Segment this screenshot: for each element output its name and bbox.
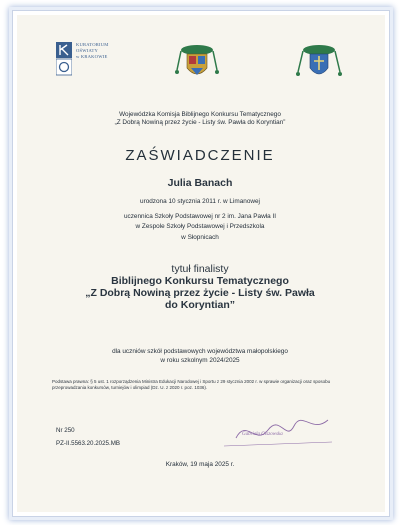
document-reference: PZ-II.5563.20.2025.MB [56, 440, 120, 447]
contest-line-3: do Koryntian” [165, 299, 235, 311]
school-line-3: w Słopnicach [181, 233, 219, 241]
eligibility-text [0, 347, 400, 365]
legal-basis: Podstawa prawna: § 5 ust. 1 rozporządzenia Ministra Edukacji Narodowej i Sportu z 29 stycznia 2002 r. w sprawie organizacji oraz sposobu przeprowadzania konkursów, turniejów i olimpiad (Dz. U. z 2020 r. poz. 1036). [52, 379, 331, 390]
header-logos [0, 42, 400, 84]
bishop-coat-of-arms-icon [293, 42, 345, 84]
recipient-name: Julia Banach [167, 177, 233, 189]
eligibility-line-1: dla uczniów szkół podstawowych województwa małopolskiego [112, 348, 288, 355]
eligibility-line-2: w roku szkolnym 2024/2025 [160, 357, 240, 364]
committee-line-1: Wojewódzka Komisja Biblijnego Konkursu Tematycznego [119, 111, 281, 118]
award-block [0, 263, 400, 311]
school-line-2: w Zespole Szkoły Podstawowej i Przedszkola [135, 223, 265, 231]
kuratorium-emblem-icon [56, 42, 72, 76]
award-label: tytuł finalisty [171, 263, 229, 275]
kuratorium-logo-text: KURATORIUM OŚWIATY w KRAKOWIE [76, 42, 109, 59]
document-number-block [56, 424, 120, 450]
kuratorium-logo [56, 42, 109, 76]
contest-line-1: Biblijnego Konkursu Tematycznego [111, 275, 289, 287]
committee-heading [0, 111, 400, 127]
signature-name: Gabriela Olszowska [242, 432, 283, 437]
contest-line-2: „Z Dobrą Nowiną przez życie - Listy św. Pawła [85, 287, 315, 299]
document-number: Nr 250 [56, 427, 75, 434]
place-and-date: Kraków, 19 maja 2025 r. [165, 461, 235, 468]
birth-info: urodzona 10 stycznia 2011 r. w Limanowej [140, 198, 260, 205]
diocesan-coat-of-arms-icon [171, 42, 223, 84]
committee-line-2: „Z Dobrą Nowiną przez życie - Listy św. Pawła do Koryntian” [114, 119, 286, 126]
school-line-1: uczennica Szkoły Podstawowej nr 2 im. Jana Pawła II [123, 213, 277, 221]
recipient-info [0, 197, 400, 243]
certificate-title: ZAŚWIADCZENIE [125, 147, 275, 164]
